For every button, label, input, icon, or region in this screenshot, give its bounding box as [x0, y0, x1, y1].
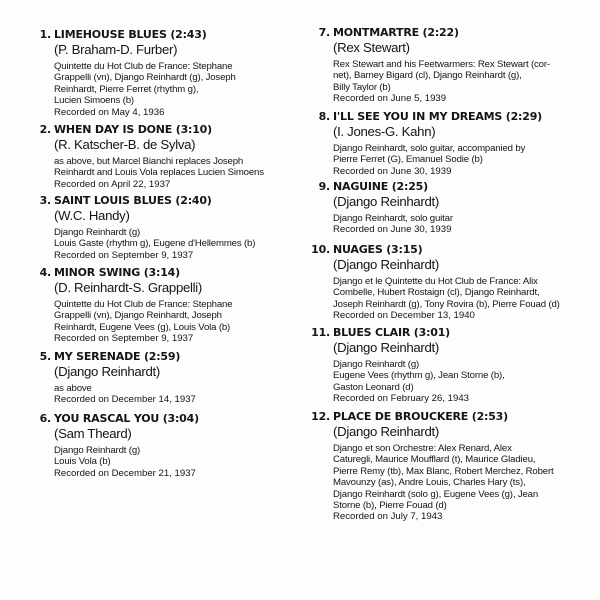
track-number: 10.	[311, 243, 330, 256]
personnel-line: Billy Taylor (b)	[333, 81, 391, 93]
track-heading	[35, 412, 199, 425]
personnel-line: Storne (b), Pierre Fouad (d)	[333, 500, 447, 512]
track-number: 4.	[39, 266, 51, 279]
track-entry	[35, 350, 196, 406]
track-body	[54, 280, 232, 345]
track-number: 2.	[39, 123, 51, 136]
track-number: 7.	[318, 26, 330, 39]
track-heading	[35, 266, 232, 279]
personnel-line: Reinhardt, Eugene Vees (g), Louis Vola (b)	[54, 321, 231, 333]
track-number: 6.	[39, 412, 51, 425]
track-body	[333, 194, 453, 236]
personnel-line: Grappelli (vn), Django Reinhardt (g), Joseph	[54, 72, 236, 84]
track-number: 5.	[39, 350, 51, 363]
recording-date: Recorded on September 9, 1937	[54, 249, 194, 261]
personnel-line: Rex Stewart and his Feetwarmers: Rex Stewart (cor-	[333, 59, 550, 70]
track-heading	[314, 26, 550, 39]
track-title: MONTMARTRE (2:22)	[333, 26, 459, 39]
track-entry	[35, 412, 199, 479]
track-title: LIMEHOUSE BLUES (2:43)	[54, 28, 207, 41]
track-title: BLUES CLAIR (3:01)	[333, 326, 451, 339]
track-heading	[311, 410, 554, 423]
recording-date: Recorded on December 21, 1937	[54, 467, 196, 479]
track-body	[54, 42, 236, 118]
personnel-line: Combelle, Hubert Rostaign (cl), Django Reinhardt,	[333, 287, 540, 299]
personnel-line: Django Reinhardt (solo g), Eugene Vees (g), Jean	[333, 488, 539, 500]
track-composer: (W.C. Handy)	[54, 208, 130, 223]
track-composer: (D. Reinhardt-S. Grappelli)	[54, 280, 203, 295]
personnel-line: Pierre Ferret (G), Emanuel Sodie (b)	[333, 154, 483, 166]
track-composer: (Django Reinhardt)	[333, 340, 440, 355]
track-entry	[35, 123, 264, 190]
personnel-line: Lucien Simoens (b)	[54, 95, 134, 107]
track-heading	[311, 243, 560, 256]
personnel-line: Grappelli (vn), Django Reinhardt, Joseph	[54, 310, 222, 322]
track-composer: (Rex Stewart)	[333, 40, 410, 55]
track-body	[54, 364, 196, 406]
track-body	[333, 340, 505, 405]
track-entry	[35, 194, 255, 261]
track-title: PLACE DE BROUCKERE (2:53)	[333, 410, 508, 423]
track-body	[333, 424, 554, 523]
track-composer: (I. Jones-G. Kahn)	[333, 124, 436, 139]
track-body	[333, 124, 542, 177]
track-title: SAINT LOUIS BLUES (2:40)	[54, 194, 212, 207]
track-entry	[314, 26, 550, 105]
track-number: 12.	[311, 410, 330, 423]
track-entry	[311, 326, 505, 405]
recording-date: Recorded on September 9, 1937	[54, 333, 194, 345]
track-title: YOU RASCAL YOU (3:04)	[54, 412, 199, 425]
personnel-line: Django Reinhardt, solo guitar	[333, 213, 453, 224]
recording-date: Recorded on June 30, 1939	[333, 224, 452, 236]
personnel-line: net), Barney Bigard (cl), Django Reinhardt (g),	[333, 70, 522, 82]
personnel-line: as above, but Marcel Bianchi replaces Joseph	[54, 156, 244, 167]
track-heading	[35, 28, 236, 41]
recording-date: Recorded on February 26, 1943	[333, 393, 469, 405]
track-composer: (Django Reinhardt)	[54, 364, 161, 379]
personnel-line: Django Reinhardt (g)	[54, 445, 141, 456]
track-entry	[311, 410, 554, 523]
track-entry	[314, 110, 542, 177]
track-title: I'LL SEE YOU IN MY DREAMS (2:29)	[333, 110, 542, 123]
recording-date: Recorded on July 7, 1943	[333, 511, 443, 523]
personnel-line: Reinhardt, Pierre Ferret (rhythm g),	[54, 83, 199, 95]
track-composer: (Django Reinhardt)	[333, 194, 440, 209]
track-heading	[314, 180, 453, 193]
recording-date: Recorded on December 14, 1937	[54, 394, 196, 406]
personnel-line: Quintette du Hot Club de France: Stephane	[54, 299, 233, 310]
recording-date: Recorded on December 13, 1940	[333, 310, 475, 322]
track-number: 8.	[318, 110, 330, 123]
personnel-line: Gaston Leonard (d)	[333, 381, 414, 393]
personnel-line: Django Reinhardt (g)	[54, 227, 141, 238]
track-composer: (Sam Theard)	[54, 426, 132, 441]
track-title: NAGUINE (2:25)	[333, 180, 428, 193]
personnel-line: Mavounzy (as), Andre Louis, Charles Hary (ts),	[333, 477, 526, 489]
track-body	[333, 257, 560, 322]
recording-date: Recorded on April 22, 1937	[54, 178, 171, 190]
track-title: MY SERENADE (2:59)	[54, 350, 181, 363]
personnel-line: Django et le Quintette du Hot Club de France: Alix	[333, 276, 538, 287]
track-entry	[311, 243, 560, 322]
personnel-line: Eugene Vees (rhythm g), Jean Storne (b),	[333, 370, 505, 382]
track-entry	[35, 266, 232, 345]
track-composer: (R. Katscher-B. de Sylva)	[54, 137, 196, 152]
recording-date: Recorded on June 30, 1939	[333, 165, 452, 177]
track-entry	[314, 180, 453, 236]
track-body	[54, 137, 264, 190]
track-composer: (Django Reinhardt)	[333, 257, 440, 272]
personnel-line: Joseph Reinhardt (g), Tony Rovira (b), Pierre Fouad (d)	[333, 298, 560, 310]
track-number: 3.	[39, 194, 51, 207]
track-number: 9.	[318, 180, 330, 193]
track-heading	[35, 123, 264, 136]
recording-date: Recorded on May 4, 1936	[54, 106, 165, 118]
track-title: MINOR SWING (3:14)	[54, 266, 180, 279]
track-number: 11.	[311, 326, 330, 339]
track-number: 1.	[39, 28, 51, 41]
track-composer: (Django Reinhardt)	[333, 424, 440, 439]
track-heading	[311, 326, 505, 339]
track-body	[54, 426, 199, 479]
personnel-line: Django et son Orchestre: Alex Renard, Alex	[333, 443, 512, 454]
track-title: NUAGES (3:15)	[333, 243, 423, 256]
track-title: WHEN DAY IS DONE (3:10)	[54, 123, 212, 136]
track-body	[54, 208, 255, 261]
personnel-line: Reinhardt and Louis Vola replaces Lucien Simoens	[54, 167, 264, 179]
personnel-line: Quintette du Hot Club de France: Stephane	[54, 61, 233, 72]
personnel-line: as above	[54, 383, 92, 394]
personnel-line: Pierre Remy (tb), Max Blanc, Robert Merchez, Robert	[333, 465, 554, 477]
track-heading	[314, 110, 542, 123]
track-entry	[35, 28, 236, 118]
track-composer: (P. Braham-D. Furber)	[54, 42, 178, 57]
track-heading	[35, 350, 196, 363]
track-body	[333, 40, 550, 105]
personnel-line: Django Reinhardt, solo guitar, accompanied by	[333, 143, 526, 154]
personnel-line: Caturegli, Maurice Moufflard (t), Maurice Gladieu,	[333, 454, 536, 466]
personnel-line: Louis Vola (b)	[54, 456, 111, 468]
track-heading	[35, 194, 255, 207]
personnel-line: Louis Gaste (rhythm g), Eugene d'Hellemmes (b)	[54, 238, 256, 250]
recording-date: Recorded on June 5, 1939	[333, 93, 447, 105]
personnel-line: Django Reinhardt (g)	[333, 359, 420, 370]
